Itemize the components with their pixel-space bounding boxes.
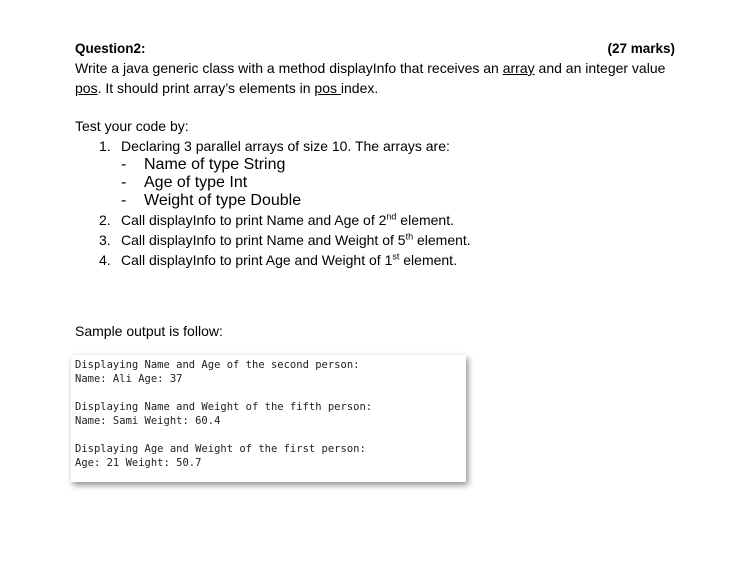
- question-title: Question2:: [75, 41, 146, 56]
- step-ordinal-suffix: nd: [386, 211, 397, 222]
- console-line: Age: 21 Weight: 50.7: [75, 457, 202, 469]
- test-steps-list-continued: [75, 210, 675, 270]
- step-text: Call displayInfo to print Name and Age of 2: [121, 212, 387, 228]
- console-line: Displaying Name and Weight of the fifth person:: [75, 401, 373, 413]
- list-dash: -: [121, 174, 127, 191]
- test-steps-list: [75, 136, 675, 156]
- test-title: Test your code by:: [75, 118, 189, 134]
- list-dash: -: [121, 192, 127, 209]
- console-blank-line: [75, 386, 466, 400]
- question-block: [75, 40, 675, 270]
- prompt-text-3: . It should print array’s elements in: [97, 80, 315, 96]
- step-ordinal-suffix: th: [405, 231, 414, 242]
- question-header: [75, 40, 675, 57]
- step-ordinal-suffix: st: [392, 251, 400, 262]
- array-type-text: Name of type String: [144, 156, 286, 173]
- step-text: Declaring 3 parallel arrays of size 10. The arrays are:: [121, 138, 450, 154]
- console-blank-line: [75, 428, 466, 442]
- test-step: [75, 230, 675, 250]
- step-number: 3.: [99, 232, 111, 248]
- question-prompt: [75, 58, 675, 98]
- prompt-text-4: index.: [340, 80, 379, 96]
- step-text-end: element.: [396, 212, 454, 228]
- prompt-text-1: Write a java generic class with a method displayInfo that receives an: [75, 60, 503, 76]
- sample-output-title: Sample output is follow:: [75, 323, 223, 339]
- prompt-text-2: and an integer value: [534, 60, 666, 76]
- test-step: [75, 250, 675, 270]
- array-type-item: [75, 174, 675, 192]
- array-type-item: [75, 156, 675, 174]
- array-types-list: [75, 156, 675, 210]
- question-marks: (27 marks): [607, 41, 675, 56]
- step-number: 2.: [99, 212, 111, 228]
- step-number: 1.: [99, 138, 111, 154]
- console-line: Name: Ali Age: 37: [75, 373, 183, 385]
- step-text: Call displayInfo to print Name and Weight of 5: [121, 232, 406, 248]
- console-line: Name: Sami Weight: 60.4: [75, 415, 221, 427]
- step-text-end: element.: [399, 252, 457, 268]
- prompt-pos-index-word: pos: [314, 80, 341, 96]
- step-number: 4.: [99, 252, 111, 268]
- list-dash: -: [121, 156, 127, 173]
- sample-output-console: [71, 355, 466, 482]
- console-line: Displaying Name and Age of the second person:: [75, 359, 360, 371]
- array-type-text: Age of type Int: [144, 174, 248, 191]
- step-text: Call displayInfo to print Age and Weight of 1: [121, 252, 393, 268]
- array-type-text: Weight of type Double: [144, 192, 302, 209]
- console-line: Displaying Age and Weight of the first person:: [75, 443, 366, 455]
- prompt-pos-word: pos: [75, 80, 98, 96]
- step-text-end: element.: [413, 232, 471, 248]
- array-type-item: [75, 192, 675, 210]
- test-step: [75, 210, 675, 230]
- prompt-array-word: array: [502, 60, 535, 76]
- test-step: [75, 136, 675, 156]
